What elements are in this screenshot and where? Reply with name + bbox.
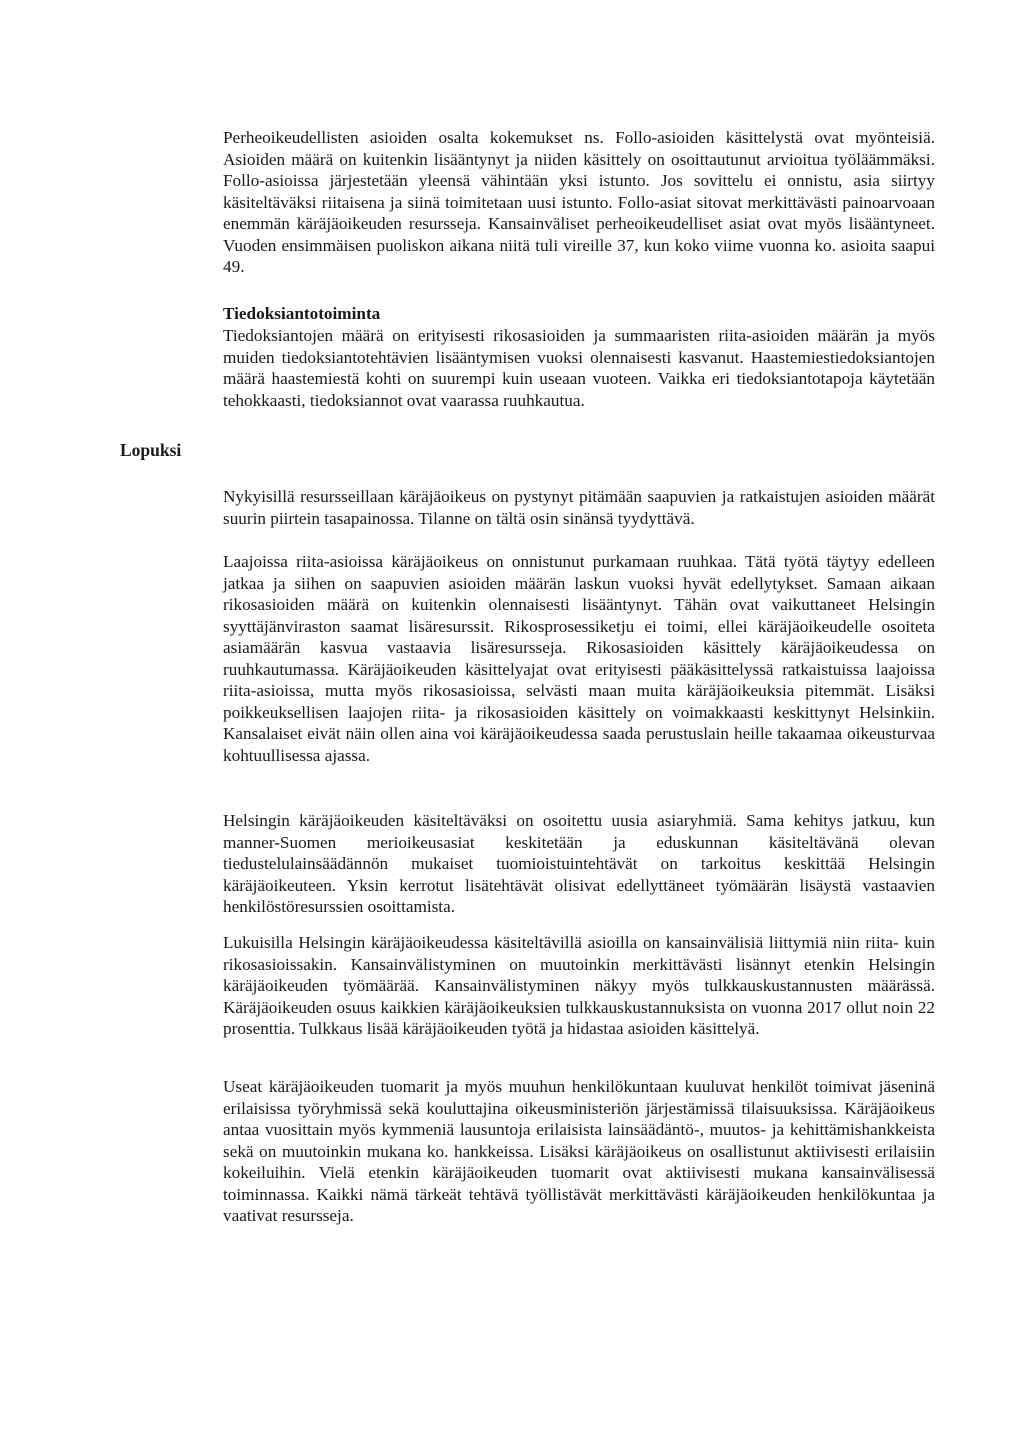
lopuksi-paragraph: Lukuisilla Helsingin käräjäoikeudessa käsiteltävillä asioilla on kansainvälisiä liittymiä niin riita- kuin rikosasioissakin. Kansainvälistyminen on muutoinkin merkittävästi lisännyt etenkin Helsingin käräjäoikeuden työmäärää. Kansainvälistyminen näkyy myös tulkkauskustannusten määrässä. Käräjäoikeuden osuus kaikkien käräjäoikeuksien tulkkauskustannuksista on vuonna 2017 ollut noin 22 prosenttia. Tulkkaus lisää käräjäoikeuden työtä ja hidastaa asioiden käsittelyä. — [223, 933, 935, 1038]
lopuksi-paragraph: Helsingin käräjäoikeuden käsiteltäväksi on osoitettu uusia asiaryhmiä. Sama kehitys jatkuu, kun manner-Suomen merioikeusasiat keskitetään ja eduskunnan käsiteltävänä olevan tiedustelulainsäädännön mukaiset tuomioistuintehtävät on tarkoitus keskittää Helsingin käräjäoikeuteen. Yksin kerrotut lisätehtävät olisivat edellyttäneet työmäärän lisäystä vastaavien henkilöstöresurssien osoittamista. — [223, 811, 935, 916]
lopuksi-paragraph: Laajoissa riita-asioissa käräjäoikeus on onnistunut purkamaan ruuhkaa. Tätä työtä täytyy edelleen jatkaa ja siihen on saapuvien asioiden määrän laskun vuoksi hyvät edellytykset. Samaan aikaan rikosasioiden määrä on kuitenkin olennaisesti lisääntynyt. Tähän ovat vaikuttaneet Helsingin syyttäjänviraston saamat lisäresurssit. Rikosprosessiketju ei toimi, ellei käräjäoikeudelle osoiteta asiamäärän kasvua vastaavia lisäresursseja. Rikosasioiden käsittely käräjäoikeudessa on ruuhkautumassa. Käräjäoikeuden käsittelyajat ovat erityisesti pääkäsittelyssä ratkaistuissa laajoissa riita-asioissa, mutta myös rikosasioissa, selvästi maan muita käräjäoikeuksia pitemmät. Lisäksi poikkeuksellisen laajojen riita- ja rikosasioiden käsittely on voimakkaasti keskittynyt Helsinkiin. Kansalaiset eivät näin ollen aina voi käräjäoikeudessa saada perustuslain heille takaamaa oikeusturvaa kohtuullisessa ajassa. — [223, 552, 935, 765]
lopuksi-paragraph: Useat käräjäoikeuden tuomarit ja myös muuhun henkilökuntaan kuuluvat henkilöt toimivat jäseninä erilaisissa työryhmissä sekä kouluttajina oikeusministeriön järjestämissä tilaisuuksissa. Käräjäoikeus antaa vuosittain myös kymmeniä lausuntoja erilaisista lainsäädäntö-, muutos- ja kehittämishankkeista sekä on muutoinkin mukana ko. hankkeissa. Lisäksi käräjäoikeus on osallistunut aktiivisesti erilaisiin kokeiluihin. Vielä etenkin käräjäoikeuden tuomarit ovat aktiivisesti mukana kansainvälisessä toiminnassa. Kaikki nämä tärkeät tehtävä työllistävät merkittävästi käräjäoikeuden henkilökuntaa ja vaativat resursseja. — [223, 1077, 935, 1225]
section-heading-tiedoksiantotoiminta: Tiedoksiantotoiminta — [223, 304, 381, 323]
side-heading-lopuksi: Lopuksi — [120, 440, 182, 460]
tiedoksianto-paragraph: Tiedoksiantojen määrä on erityisesti rikosasioiden ja summaaristen riita-asioiden määrän ja myös muiden tiedoksiantotehtävien lisääntymisen vuoksi olennaisesti kasvanut. Haastemiestiedoksiantojen määrä haastemiestä kohti on suurempi kuin useaan vuoteen. Vaikka eri tiedoksiantotapoja käytetään tehokkaasti, tiedoksiannot ovat vaarassa ruuhkautua. — [223, 326, 935, 410]
intro-paragraph: Perheoikeudellisten asioiden osalta kokemukset ns. Follo-asioiden käsittelystä ovat myönteisiä. Asioiden määrä on kuitenkin lisääntynyt ja niiden käsittely on osoittautunut arvioitua työläämmäksi. Follo-asioissa järjestetään yleensä vähintään yksi istunto. Jos sovittelu ei onnistu, asia siirtyy käsiteltäväksi riitaisena ja siinä toimitetaan uusi istunto. Follo-asiat sitovat merkittävästi painoarvoaan enemmän käräjäoikeuden resursseja. Kansainväliset perheoikeudelliset asiat ovat myös lisääntyneet. Vuoden ensimmäisen puoliskon aikana niitä tuli vireille 37, kun koko viime vuonna ko. asioita saapui 49. — [223, 128, 935, 276]
lopuksi-paragraph: Nykyisillä resursseillaan käräjäoikeus on pystynyt pitämään saapuvien ja ratkaistujen asioiden määrät suurin piirtein tasapainossa. Tilanne on tältä osin sinänsä tyydyttävä. — [223, 487, 935, 528]
